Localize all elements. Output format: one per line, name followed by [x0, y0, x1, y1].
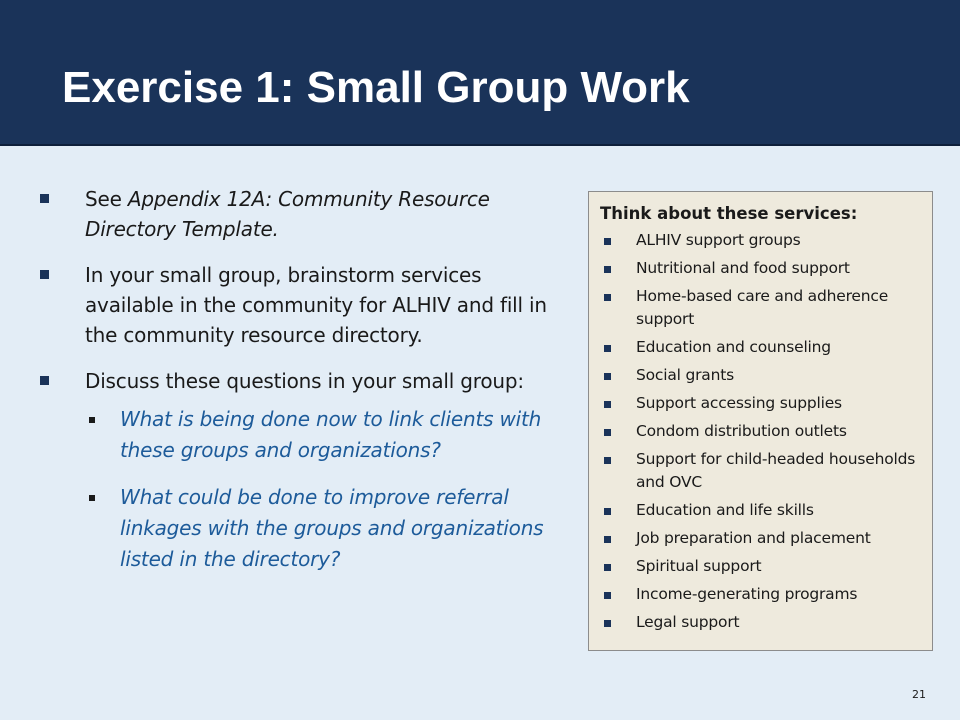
service-item: [600, 583, 932, 606]
service-label: Legal support: [636, 613, 740, 631]
service-label: Education and life skills: [636, 501, 814, 519]
square-bullet-icon: [604, 508, 611, 515]
service-label: Support for child-headed households and OVC: [636, 450, 916, 491]
service-item: [600, 336, 932, 359]
service-label: Social grants: [636, 366, 734, 384]
question-text: What is being done now to link clients with these groups and organizations?: [120, 407, 542, 462]
instruction-list: [36, 184, 566, 591]
service-item: [600, 257, 932, 280]
instruction-text: Discuss these questions in your small group:: [85, 369, 524, 393]
service-item: [600, 364, 932, 387]
service-item: [600, 611, 932, 634]
service-label: Condom distribution outlets: [636, 422, 847, 440]
service-item: [600, 229, 932, 252]
appendix-reference: Appendix 12A: Community Resource Directory Template.: [85, 187, 490, 241]
service-item: [600, 392, 932, 415]
instruction-item-discuss: [36, 366, 566, 575]
service-item: [600, 527, 932, 550]
service-label: Job preparation and placement: [636, 529, 871, 547]
instruction-item-brainstorm: [36, 260, 566, 350]
service-item: [600, 285, 932, 331]
service-item: [600, 555, 932, 578]
service-label: Spiritual support: [636, 557, 762, 575]
square-bullet-icon: [604, 620, 611, 627]
square-bullet-icon: [604, 345, 611, 352]
service-label: Home-based care and adherence support: [636, 287, 889, 328]
square-bullet-icon: [604, 457, 611, 464]
service-item: [600, 448, 932, 494]
square-bullet-icon: [604, 266, 611, 273]
square-bullet-icon: [604, 238, 611, 245]
square-bullet-icon: [604, 564, 611, 571]
question-text: What could be done to improve referral linkages with the groups and organizations listed in the directory?: [120, 485, 544, 571]
instruction-text: In your small group, brainstorm services available in the community for ALHIV and fill in the community resource directory.: [85, 263, 547, 347]
square-bullet-icon: [40, 376, 49, 385]
service-label: Nutritional and food support: [636, 259, 850, 277]
service-label: ALHIV support groups: [636, 231, 801, 249]
instruction-item-appendix: [36, 184, 566, 244]
instruction-text: [85, 187, 490, 241]
square-bullet-icon: [604, 294, 611, 301]
square-bullet-icon: [40, 194, 49, 203]
page-number: 21: [912, 688, 926, 701]
service-label: Income-generating programs: [636, 585, 858, 603]
service-item: [600, 499, 932, 522]
title-banner: [0, 0, 960, 146]
services-list: [600, 229, 932, 634]
services-heading: Think about these services:: [600, 204, 858, 223]
square-bullet-icon: [604, 536, 611, 543]
square-bullet-icon: [604, 373, 611, 380]
title-banner-rule: [0, 144, 960, 146]
service-item: [600, 420, 932, 443]
square-bullet-icon: [604, 429, 611, 436]
service-label: Education and counseling: [636, 338, 831, 356]
discussion-question: [85, 482, 566, 575]
small-square-bullet-icon: [89, 417, 95, 423]
square-bullet-icon: [604, 592, 611, 599]
slide-title: Exercise 1: Small Group Work: [62, 63, 690, 112]
services-callout-box: [588, 191, 933, 651]
discussion-questions: [85, 404, 566, 575]
small-square-bullet-icon: [89, 495, 95, 501]
square-bullet-icon: [40, 270, 49, 279]
instruction-prefix: See: [85, 187, 128, 211]
service-label: Support accessing supplies: [636, 394, 842, 412]
discussion-question: [85, 404, 566, 466]
square-bullet-icon: [604, 401, 611, 408]
